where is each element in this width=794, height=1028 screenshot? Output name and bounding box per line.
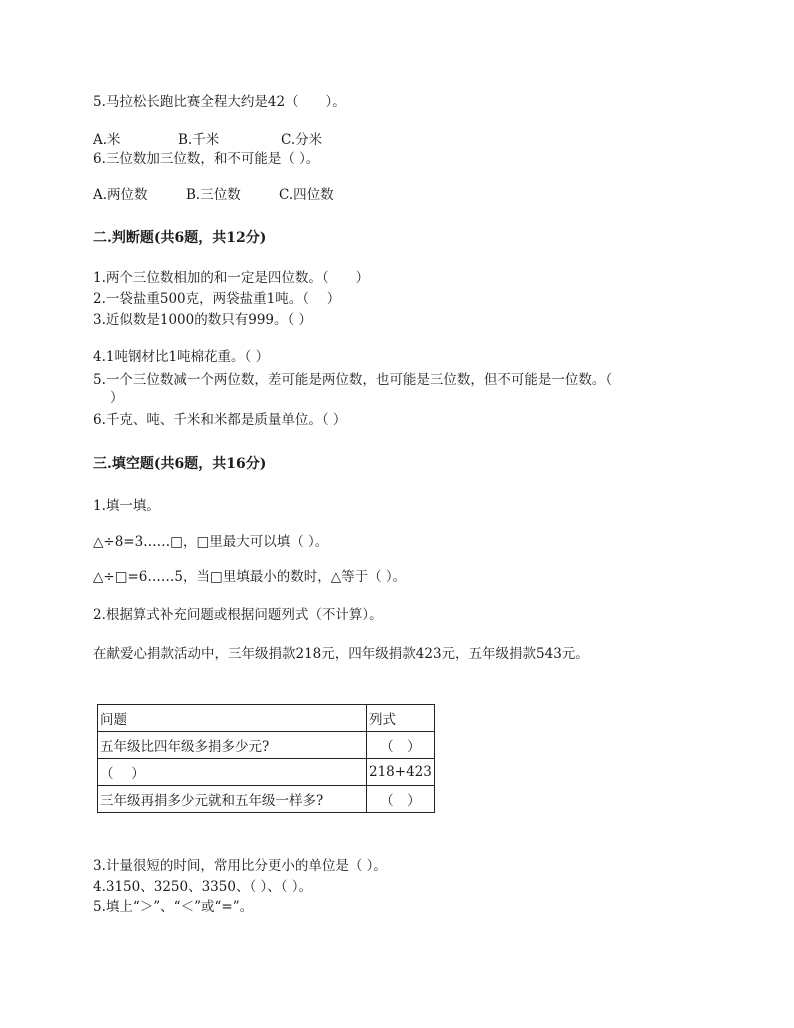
fill-q2-context: 在献爱心捐款活动中，三年级捐款218元，四年级捐款423元，五年级捐款543元。 <box>93 646 589 662</box>
q6-option-a[interactable]: A.两位数 <box>93 187 148 203</box>
fill-q4: 4.3150、3250、3350、（ ）、（ ）。 <box>93 879 313 895</box>
judge-item-4: 4.1吨钢材比1吨棉花重。（ ） <box>93 349 270 365</box>
fill-q1: 1.填一填。 <box>93 498 160 514</box>
judge-item-5: 5.一个三位数减一个两位数，差可能是两位数，也可能是三位数，但不可能是一位数。（ <box>93 372 613 388</box>
judge-item-5-cont: ） <box>110 390 124 406</box>
q6-option-b[interactable]: B.三位数 <box>186 187 241 203</box>
q6-option-c[interactable]: C.四位数 <box>279 187 334 203</box>
fill-q3: 3.计量很短的时间，常用比分更小的单位是（ ）。 <box>93 858 387 874</box>
q5-option-a[interactable]: A.米 <box>93 132 121 148</box>
q5-option-c[interactable]: C.分米 <box>281 132 323 148</box>
q5-options <box>93 131 322 149</box>
fill-q5: 5.填上“＞”、“＜”或“=”。 <box>93 899 254 915</box>
table-cell-blank[interactable]: （ ） <box>98 759 367 786</box>
section3-heading: 三.填空题(共6题，共16分) <box>93 456 267 472</box>
judge-item-6: 6.千克、吨、千米和米都是质量单位。（ ） <box>93 412 347 428</box>
question-table <box>97 704 435 813</box>
table-header-formula: 列式 <box>367 705 435 732</box>
table-row <box>98 759 435 786</box>
judge-item-2: 2.一袋盐重500克，两袋盐重1吨。（ ） <box>93 291 341 307</box>
table-cell: 218+423 <box>367 759 435 786</box>
table-header-question: 问题 <box>98 705 367 732</box>
table-cell-blank[interactable]: （ ） <box>367 732 435 759</box>
fill-q2: 2.根据算式补充问题或根据问题列式（不计算）。 <box>93 607 383 623</box>
q5-option-b[interactable]: B.千米 <box>178 132 220 148</box>
table-row <box>98 786 435 813</box>
fill-q1-a: △÷8=3……□，□里最大可以填（ ）。 <box>93 534 329 550</box>
fill-q1-b: △÷□=6……5，当□里填最小的数时，△等于（ ）。 <box>93 569 407 585</box>
table-cell: 三年级再捐多少元就和五年级一样多? <box>98 786 367 813</box>
table-row <box>98 732 435 759</box>
judge-item-1: 1.两个三位数相加的和一定是四位数。（ ） <box>93 270 370 286</box>
q6-options <box>93 186 334 204</box>
q5-stem: 5.马拉松长跑比赛全程大约是42（ ）。 <box>93 94 346 110</box>
section2-heading: 二.判断题(共6题，共12分) <box>93 230 267 246</box>
table-header-row <box>98 705 435 732</box>
table-cell: 五年级比四年级多捐多少元? <box>98 732 367 759</box>
table-cell-blank[interactable]: （ ） <box>367 786 435 813</box>
judge-item-3: 3.近似数是1000的数只有999。（ ） <box>93 312 313 328</box>
q6-stem: 6.三位数加三位数，和不可能是（ ）。 <box>93 151 320 167</box>
